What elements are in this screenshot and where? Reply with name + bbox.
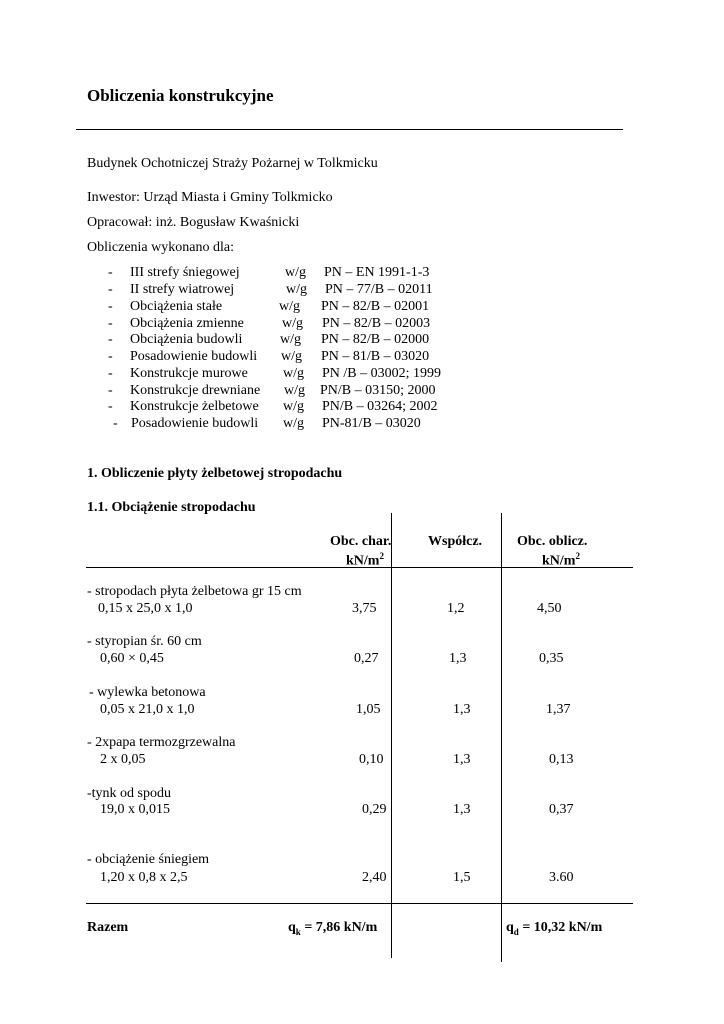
header-char-load: Obc. char. — [330, 534, 392, 549]
norm-dash: - — [108, 265, 113, 280]
calc-intro: Obliczenia wykonano dla: — [87, 240, 234, 255]
row-formula: 2 x 0,05 — [100, 752, 146, 767]
norm-code: PN – 82/B – 02001 — [321, 299, 430, 314]
row-char-value: 2,40 — [362, 870, 387, 885]
norm-code: PN – EN 1991-1-3 — [324, 265, 430, 280]
norm-dash: - — [108, 282, 113, 297]
norm-name: II strefy wiatrowej — [130, 282, 235, 297]
title-divider — [76, 129, 623, 130]
row-calc-value: 3.60 — [549, 870, 574, 885]
norm-wg: w/g — [282, 316, 303, 331]
norm-name: Posadowienie budowli — [130, 349, 258, 364]
norm-name: Konstrukcje murowe — [130, 366, 248, 381]
norm-name: Obciążenia budowli — [130, 332, 243, 347]
norm-name: Konstrukcje żelbetowe — [130, 399, 259, 414]
header-char-unit: $kN/m^2$ — [346, 551, 384, 569]
row-coef-value: 1,3 — [453, 752, 471, 767]
section-heading-1-1: 1.1. Obciążenie stropodachu — [87, 500, 256, 515]
norm-code: PN /B – 03002; 1999 — [322, 366, 442, 381]
norm-wg: w/g — [281, 349, 302, 364]
building-name: Budynek Ochotniczej Straży Pożarnej w Tolkmicku — [87, 156, 378, 171]
norm-code: PN – 77/B – 02011 — [325, 282, 433, 297]
row-label: - stropodach płyta żelbetowa gr 15 cm — [87, 584, 302, 599]
norm-dash: - — [108, 383, 113, 398]
row-label: - 2xpapa termozgrzewalna — [87, 735, 236, 750]
norm-name: Obciążenia zmienne — [130, 316, 244, 331]
norm-dash: - — [108, 399, 113, 414]
row-formula: 0,05 x 21,0 x 1,0 — [100, 702, 195, 717]
page-title: Obliczenia konstrukcyjne — [87, 86, 274, 105]
row-label: -tynk od spodu — [87, 786, 171, 801]
norm-name: Konstrukcje drewniane — [130, 383, 261, 398]
header-calc-unit: $kN/m^2$ — [542, 551, 580, 569]
norm-wg: w/g — [280, 332, 301, 347]
investor: Inwestor: Urząd Miasta i Gminy Tolkmicko — [87, 190, 333, 205]
norm-wg: w/g — [283, 399, 304, 414]
row-calc-value: 0,13 — [549, 752, 574, 767]
row-calc-value: 0,35 — [539, 651, 564, 666]
norm-code: PN-81/B – 03020 — [322, 416, 421, 431]
row-coef-value: 1,3 — [453, 702, 471, 717]
row-char-value: 0,29 — [362, 802, 387, 817]
row-coef-value: 1,3 — [453, 802, 471, 817]
norm-wg: w/g — [283, 416, 304, 431]
row-label: - obciążenie śniegiem — [87, 852, 210, 867]
row-calc-value: 0,37 — [549, 802, 574, 817]
row-coef-value: 1,5 — [453, 870, 471, 885]
row-label: - wylewka betonowa — [89, 685, 206, 700]
row-calc-value: 1,37 — [546, 702, 571, 717]
author: Opracował: inż. Bogusław Kwaśnicki — [87, 215, 300, 230]
row-formula: 0,15 x 25,0 x 1,0 — [98, 601, 193, 616]
row-formula: 1,20 x 0,8 x 2,5 — [100, 870, 188, 885]
table-total-rule — [86, 903, 633, 904]
norm-code: PN/B – 03264; 2002 — [322, 399, 438, 414]
row-formula: 0,60 × 0,45 — [100, 651, 164, 666]
norm-name: III strefy śniegowej — [130, 265, 240, 280]
norm-dash: - — [108, 332, 113, 347]
section-heading-1: 1. Obliczenie płyty żelbetowej stropodachu — [87, 466, 343, 481]
row-coef-value: 1,2 — [447, 601, 465, 616]
total-qd: $q_d = 10,32$ kN/m — [506, 920, 603, 937]
row-char-value: 0,10 — [359, 752, 384, 767]
norm-code: PN – 82/B – 02000 — [321, 332, 430, 347]
norm-dash: - — [108, 349, 113, 364]
norm-wg: w/g — [279, 299, 300, 314]
norm-code: PN – 81/B – 03020 — [321, 349, 430, 364]
table-divider-vertical-left — [391, 513, 392, 958]
norm-wg: w/g — [286, 282, 307, 297]
row-char-value: 0,27 — [354, 651, 379, 666]
row-char-value: 1,05 — [356, 702, 381, 717]
norm-wg: w/g — [284, 383, 305, 398]
row-char-value: 3,75 — [352, 601, 377, 616]
row-label: - styropian śr. 60 cm — [87, 634, 202, 649]
norm-name: Obciążenia stałe — [130, 299, 223, 314]
norm-code: PN – 82/B – 02003 — [322, 316, 431, 331]
norm-dash: - — [108, 316, 113, 331]
header-coefficient: Współcz. — [428, 534, 483, 549]
norm-dash: - — [108, 366, 113, 381]
norm-dash: - — [113, 416, 118, 431]
row-formula: 19,0 x 0,015 — [100, 802, 170, 817]
total-label: Razem — [87, 920, 129, 935]
total-qk: $q_k = 7,86$ kN/m — [288, 920, 378, 937]
row-calc-value: 4,50 — [537, 601, 562, 616]
norm-dash: - — [108, 299, 113, 314]
table-divider-vertical-right — [501, 513, 502, 962]
norm-wg: w/g — [285, 265, 306, 280]
row-coef-value: 1,3 — [449, 651, 467, 666]
header-calc-load: Obc. oblicz. — [517, 534, 588, 549]
norm-wg: w/g — [283, 366, 304, 381]
norm-name: Posadowienie budowli — [131, 416, 259, 431]
norm-code: PN/B – 03150; 2000 — [320, 383, 436, 398]
